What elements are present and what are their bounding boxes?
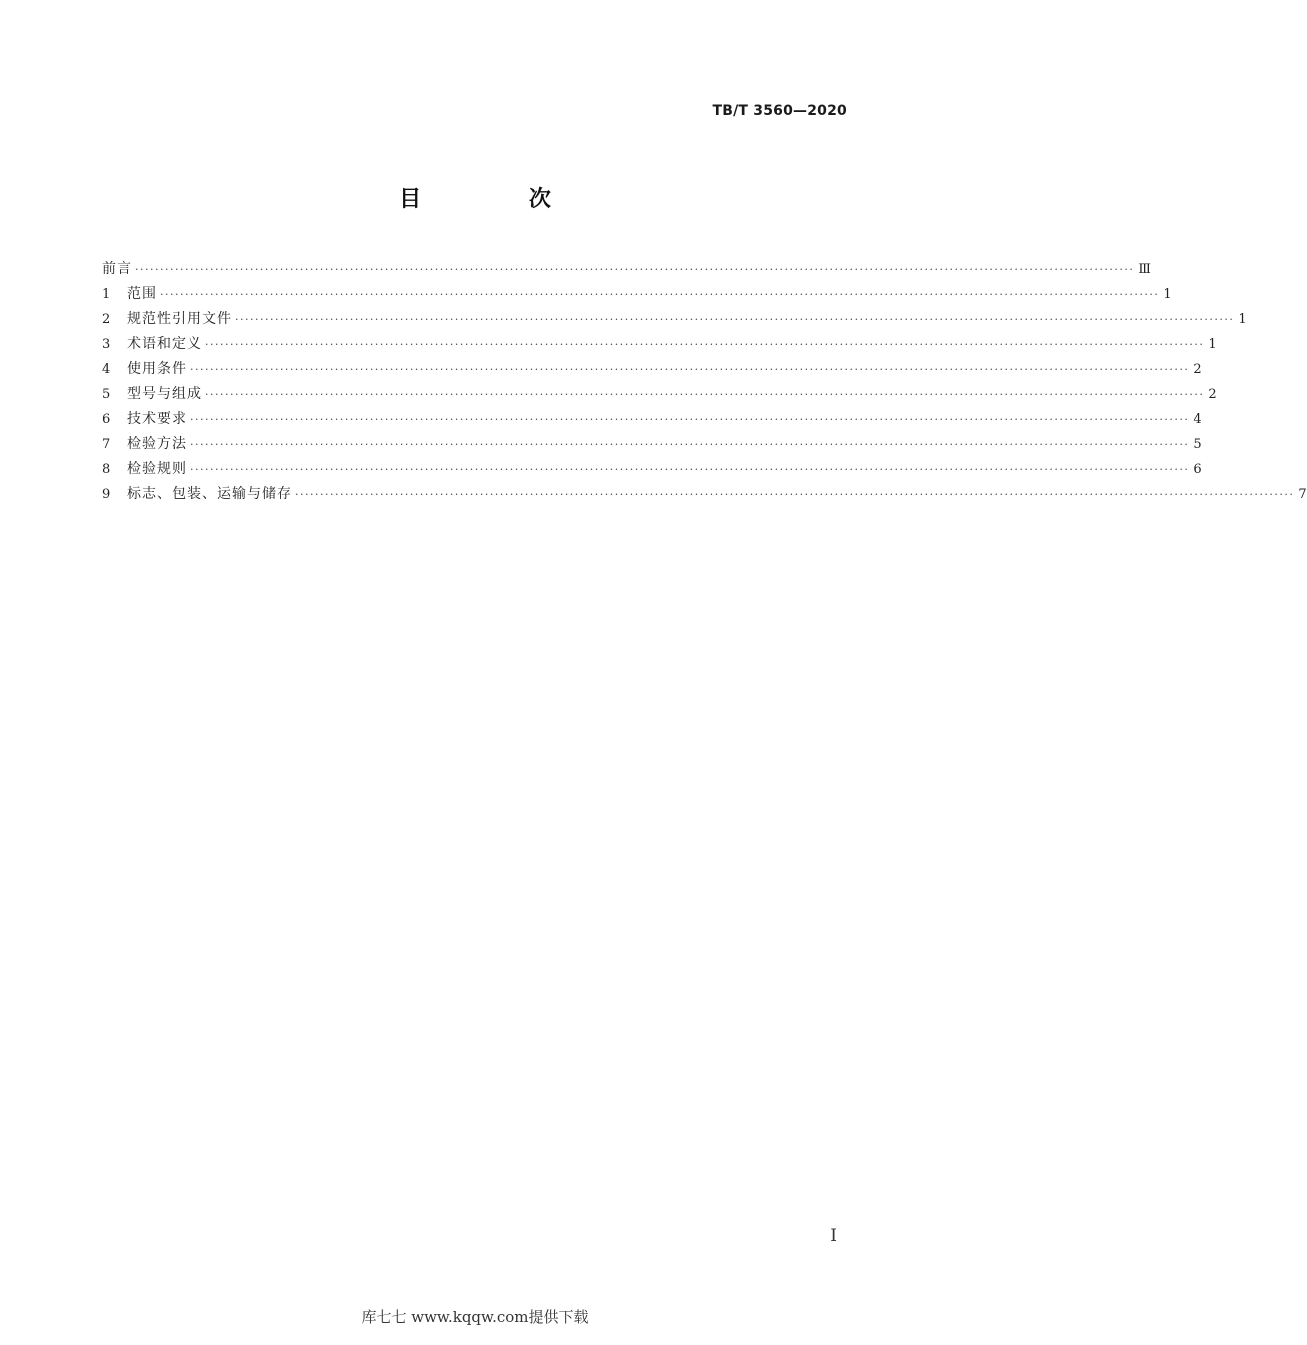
page-number: I	[830, 1226, 837, 1246]
toc-entry-number: 1	[102, 287, 111, 302]
toc-leader-dots: ········································································································································································································	[205, 338, 1205, 351]
toc-leader-dots: ········································································································································································································	[190, 463, 1190, 476]
toc-entry-number: 4	[102, 362, 111, 377]
toc-entry-number: 7	[102, 437, 111, 452]
toc-entry-8[interactable]	[102, 457, 1202, 482]
toc-entry-label: 标志、包装、运输与储存	[127, 486, 292, 502]
toc-entry-page: 2	[1208, 387, 1217, 402]
toc-entry-2[interactable]	[102, 307, 1247, 332]
toc-leader-dots: ········································································································································································································	[190, 438, 1190, 451]
toc-leader-dots: ········································································································································································································	[135, 263, 1135, 276]
toc-entry-9[interactable]	[102, 482, 1307, 507]
toc-entry-page: 1	[1208, 337, 1217, 352]
toc-entry-number: 5	[102, 387, 111, 402]
toc-entry-label: 规范性引用文件	[127, 311, 232, 327]
toc-entry-7[interactable]	[102, 432, 1202, 457]
standard-code: TB/T 3560—2020	[712, 103, 847, 119]
toc-leader-dots: ········································································································································································································	[190, 413, 1190, 426]
toc-entry-label: 型号与组成	[127, 386, 202, 402]
toc-entry-page: 4	[1193, 412, 1202, 427]
toc-entry-5[interactable]	[102, 382, 1217, 407]
footer-source-note: 库七七 www.kqqw.com提供下载	[361, 1308, 589, 1326]
toc-entry-number: 8	[102, 462, 111, 477]
toc-list	[102, 257, 1307, 507]
toc-entry-page: 1	[1238, 312, 1247, 327]
toc-entry-number: 3	[102, 337, 111, 352]
toc-entry-label: 范围	[127, 286, 157, 302]
toc-leader-dots: ········································································································································································································	[205, 388, 1205, 401]
toc-entry-6[interactable]	[102, 407, 1202, 432]
toc-entry-page: 6	[1193, 462, 1202, 477]
toc-entry-label: 前言	[102, 261, 132, 277]
toc-leader-dots: ········································································································································································································	[235, 313, 1235, 326]
toc-entry-label: 检验规则	[127, 461, 187, 477]
toc-leader-dots: ········································································································································································································	[160, 288, 1160, 301]
toc-entry-number: 9	[102, 487, 111, 502]
toc-entry-page: 7	[1298, 487, 1307, 502]
toc-entry-label: 检验方法	[127, 436, 187, 452]
toc-leader-dots: ········································································································································································································	[295, 488, 1295, 501]
toc-entry-page: Ⅲ	[1138, 262, 1151, 277]
toc-entry-page: 1	[1163, 287, 1172, 302]
toc-entry-label: 术语和定义	[127, 336, 202, 352]
toc-entry-label: 技术要求	[127, 411, 187, 427]
toc-leader-dots: ········································································································································································································	[190, 363, 1190, 376]
toc-entry-number: 6	[102, 412, 111, 427]
toc-entry-3[interactable]	[102, 332, 1217, 357]
toc-entry-label: 使用条件	[127, 361, 187, 377]
toc-entry-1[interactable]	[102, 282, 1172, 307]
toc-entry-number: 2	[102, 312, 111, 327]
toc-entry-foreword[interactable]	[102, 257, 1151, 282]
toc-entry-4[interactable]	[102, 357, 1202, 382]
toc-entry-page: 2	[1193, 362, 1202, 377]
toc-title: 目 次	[399, 187, 601, 212]
toc-entry-page: 5	[1193, 437, 1202, 452]
